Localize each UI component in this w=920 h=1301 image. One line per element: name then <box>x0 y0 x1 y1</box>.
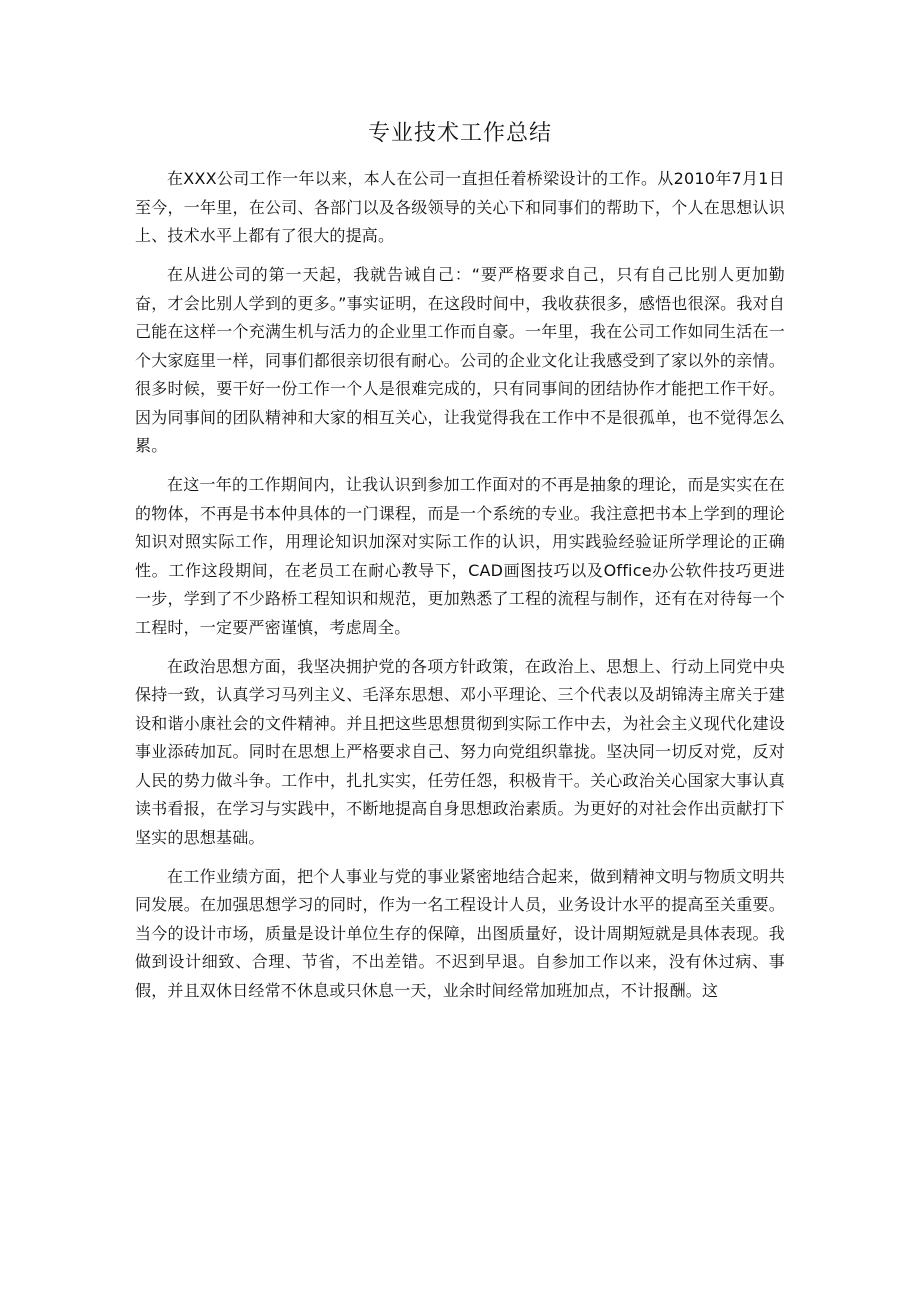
paragraph-1: 在XXX公司工作一年以来，本人在公司一直担任着桥梁设计的工作。从2010年7月1日至今，一年里，在公司、各部门以及各级领导的关心下和同事们的帮助下，个人在思想认识上、技术水平上都有了很大的提高。 <box>135 169 785 245</box>
paragraph-3: 在这一年的工作期间内，让我认识到参加工作面对的不再是抽象的理论，而是实实在在的物体，不再是书本仲具体的一门课程，而是一个系统的专业。我注意把书本上学到的理论知识对照实际工作，用理论知识加深对实际工作的认识，用实践验经验证所学理论的正确性。工作这段期间，在老员工在耐心教导下，CAD画图技巧以及Office办公软件技巧更进一步，学到了不少路桥工程知识和规范，更加熟悉了工程的流程与制作，还有在对待每一个工程时，一定要严密谨慎，考虑周全。 <box>135 475 785 637</box>
paragraph-5: 在工作业绩方面，把个人事业与党的事业紧密地结合起来，做到精神文明与物质文明共同发展。在加强思想学习的同时，作为一名工程设计人员，业务设计水平的提高至关重要。当今的设计市场，质量是设计单位生存的保障，出图质量好，设计周期短就是具体表现。我做到设计细致、合理、节省，不出差错。不迟到早退。自参加工作以来，没有休过病、事假，并且双休日经常不休息或只休息一天，业余时间经常加班加点，不计报酬。这 <box>135 866 785 1000</box>
document-body <box>135 165 785 1016</box>
document-title: 专业技术工作总结 <box>367 121 552 146</box>
paragraph-2: 在从进公司的第一天起，我就告诫自己：“要严格要求自己，只有自己比别人更加勤奋，才会比别人学到的更多。”事实证明，在这段时间中，我收获很多，感悟也很深。我对自己能在这样一个充满生机与活力的企业里工作而自豪。一年里，我在公司工作如同生活在一个大家庭里一样，同事们都很亲切很有耐心。公司的企业文化让我感受到了家以外的亲情。很多时候，要干好一份工作一个人是很难完成的，只有同事间的团结协作才能把工作干好。因为同事间的团队精神和大家的相互关心，让我觉得我在工作中不是很孤单，也不觉得怎么累。 <box>135 265 785 455</box>
paragraph-4: 在政治思想方面，我坚决拥护党的各项方针政策，在政治上、思想上、行动上同党中央保持一致，认真学习马列主义、毛泽东思想、邓小平理论、三个代表以及胡锦涛主席关于建设和谐小康社会的文件精神。并且把这些思想贯彻到实际工作中去，为社会主义现代化建设事业添砖加瓦。同时在思想上严格要求自己、努力向党组织靠拢。坚决同一切反对党，反对人民的势力做斗争。工作中，扎扎实实，任劳任怨，积极肯干。关心政治关心国家大事认真读书看报，在学习与实践中，不断地提高自身思想政治素质。为更好的对社会作出贡献打下坚实的思想基础。 <box>135 656 785 847</box>
